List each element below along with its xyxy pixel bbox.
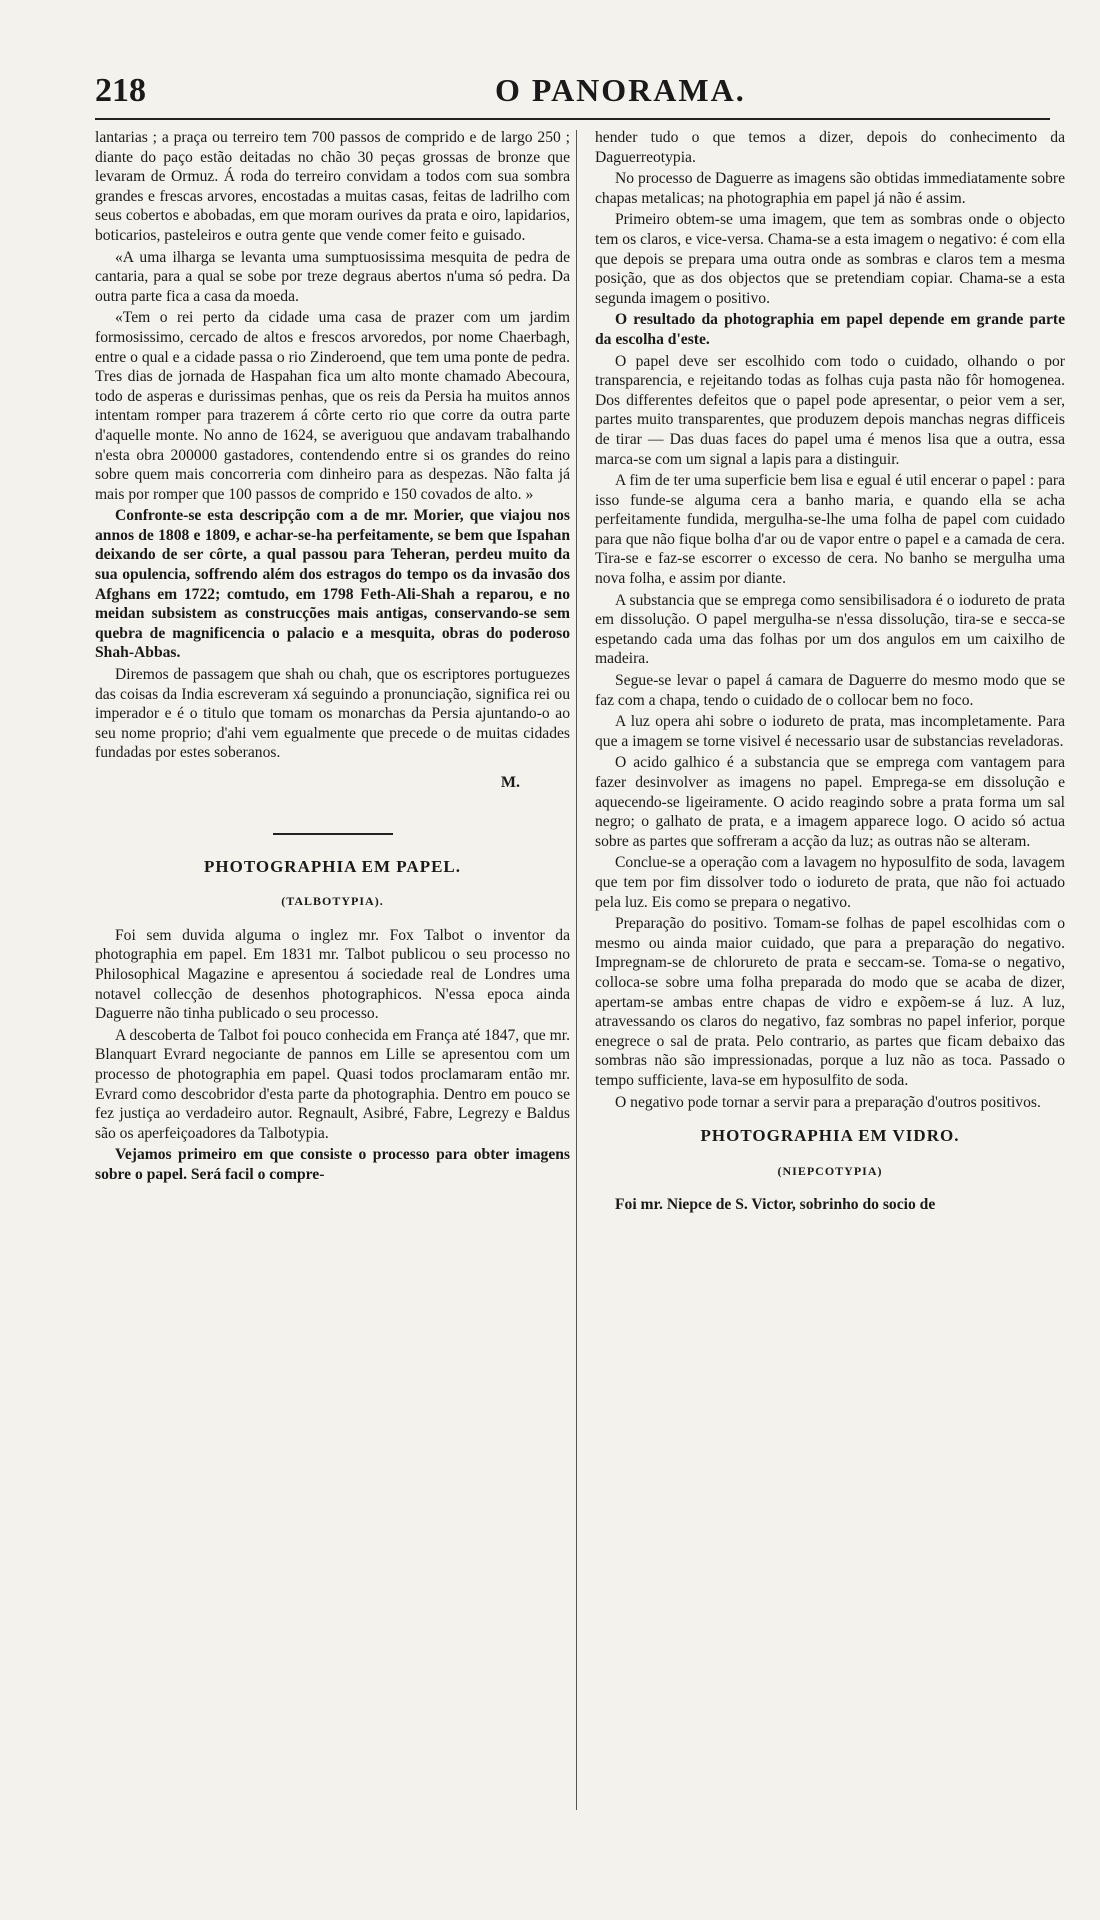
section-subtitle: (TALBOTYPIA). xyxy=(281,894,384,909)
paragraph: Conclue-se a operação com a lavagem no hyposulfito de soda, lavagem que tem por fim dissolver todo o iodureto de prata, que não foi actuado pela luz. Eis como se prepara o negativo. xyxy=(595,854,1065,911)
paragraph: A substancia que se emprega como sensibilisadora é o iodureto de prata em dissolução. O papel mergulha-se n'essa dissolução, tira-se e secca-se espetando cada uma das folhas por um dos angulos em um caixilho de madeira. xyxy=(595,591,1065,668)
paragraph: «Tem o rei perto da cidade uma casa de prazer com um jardim formosissimo, cercado de altos e frescos arvoredos, por nome Chaerbagh, entre o qual e a cidade passa o rio Zinderoend, que tem uma ponte de pedra. Tres dias de jornada de Haspahan fica um alto monte chamado Abecoura, todo de asperas e durissimas penhas, que os reis da Persia ha muitos annos intentam romper para trazerem á côrte certo rio que corre da outra parte d'aquelle monte. No anno de 1624, se averiguou que andavam trabalhando n'esta obra 200000 gastadores, contendendo entre si os grandes do reino sobre quem mais concorreria com dinheiro para as despezas. Não falta já mais por romper que 100 passos de comprido e 150 covados de alto. » xyxy=(95,309,570,503)
paragraph: «A uma ilharga se levanta uma sumptuosissima mesquita de pedra de cantaria, para a qual se sobe por treze degraus abertos n'uma só pedra. Da outra parte fica a casa da moeda. xyxy=(95,248,570,305)
paragraph: Preparação do positivo. Tomam-se folhas de papel escolhidas com o mesmo ou ainda maior cuidado, que para a preparação do negativo. Impregnam-se de chlorureto de prata e seccam-se. Toma-se o negativo, colloca-se sobre uma folha preparada do modo que se acaba de dizer, apertam-se ambas entre chapas de vidro e expõem-se á luz. A luz, atravessando os claros do negativo, faz sombras no papel inferior, porque enegrece o sal de prata. Pelo contrario, as partes que ficam debaixo das sombras não são impressionadas, porque a luz não as toca. Passado o tempo sufficiente, lava-se em hyposulfito de soda. xyxy=(595,915,1065,1089)
section-title: PHOTOGRAPHIA EM PAPEL. xyxy=(203,856,462,876)
paragraph: A fim de ter uma superficie bem lisa e egual é util encerar o papel : para isso funde-se alguma cera a banho maria, e quando ella se acha perfeitamente fundida, mergulha-se-lhe uma folha de papel com cuidado para que não fique bolha d'ar ou de vapor entre o papel e a camada de cera. Tira-se e faz-se escorrer o excesso de cera. No banho se mergulha uma nova folha, e assim por diante. xyxy=(595,472,1065,588)
paragraph: O resultado da photographia em papel depende em grande parte da escolha d'este. xyxy=(595,311,1065,348)
section-rule xyxy=(273,833,393,835)
paragraph: Diremos de passagem que shah ou chah, que os escriptores portuguezes das coisas da India escreveram xá seguindo a pronunciação, significa rei ou imperador e é o titulo que tomam os monarchas da Persia ajuntando-o ao seu nome proprio; d'ahi vem egualmente que precede o de muitas cidades fundadas por estes soberanos. xyxy=(95,666,570,762)
page-header xyxy=(95,72,1045,122)
paragraph: lantarias ; a praça ou terreiro tem 700 passos de comprido e de largo 250 ; diante do paço estão deitadas no chão 30 peças grossas de bronze que levaram de Ormuz. Á roda do terreiro convidam a todos com sua sombra grandes e frescas arvores, encostadas a muitas casas, feitas de ladrilho com seus cobertos e abobadas, em que moram ourives da prata e oiro, lapidarios, boticarios, pasteleiros e outra gente que vende comer feito e guisado. xyxy=(95,129,570,244)
page-number: 218 xyxy=(95,72,146,109)
paragraph: A descoberta de Talbot foi pouco conhecida em França até 1847, que mr. Blanquart Evrard negociante de pannos em Lille se apresentou com um processo de photographia em papel. Quasi todos proclamaram então mr. Evrard como descobridor d'esta parte da photographia. Dentro em pouco se fez justiça ao verdadeiro autor. Regnault, Asibré, Fabre, Legrezy e Baldus são os aperfeiçoadores da Talbotypia. xyxy=(95,1026,570,1142)
paragraph: O negativo pode tornar a servir para a preparação d'outros positivos. xyxy=(615,1093,1041,1111)
paragraph: Foi mr. Niepce de S. Victor, sobrinho do socio de xyxy=(615,1196,936,1214)
left-column xyxy=(95,128,570,1187)
section-subtitle: (NIEPCOTYPIA) xyxy=(777,1163,883,1178)
paragraph: Primeiro obtem-se uma imagem, que tem as sombras onde o objecto tem os claros, e vice-versa. Chama-se a esta imagem o negativo: é com ella que depois se prepara uma outra onde as sombras e claros tem a mesma posição, que as dos objectos que se pretendiam copiar. Chama-se a esta segunda imagem o positivo. xyxy=(595,211,1065,307)
header-rule xyxy=(95,118,1050,120)
author-signature: M. xyxy=(500,774,520,791)
paragraph: hender tudo o que temos a dizer, depois do conhecimento da Daguerreotypia. xyxy=(595,129,1065,166)
column-divider xyxy=(576,130,577,1810)
right-column xyxy=(595,128,1065,1217)
section-title: PHOTOGRAPHIA EM VIDRO. xyxy=(700,1126,960,1146)
paragraph: Vejamos primeiro em que consiste o processo para obter imagens sobre o papel. Será facil o compre- xyxy=(95,1146,570,1183)
paragraph: A luz opera ahi sobre o iodureto de prata, mas incompletamente. Para que a imagem se torne visivel é necessario usar de substancias reveladoras. xyxy=(595,713,1065,750)
paragraph: Segue-se levar o papel á camara de Daguerre do mesmo modo que se faz com a chapa, tendo o cuidado de o collocar bem no foco. xyxy=(595,672,1065,709)
paragraph: O acido galhico é a substancia que se emprega com vantagem para fazer desinvolver as imagens no papel. Emprega-se em dissolução e aquecendo-se ligeiramente. O acido reagindo sobre a prata forma um sal negro; o galhato de prata, e a imagem apparece logo. O acido só actua sobre as partes que soffreram a acção da luz; as outras não se alteram. xyxy=(595,754,1065,850)
paragraph: No processo de Daguerre as imagens são obtidas immediatamente sobre chapas metalicas; na photographia em papel já não é assim. xyxy=(595,170,1065,207)
publication-title: O PANORAMA. xyxy=(495,72,746,108)
paragraph: O papel deve ser escolhido com todo o cuidado, olhando o por transparencia, e rejeitando todas as folhas cuja pasta não fôr homogenea. Dos differentes defeitos que o papel pode apresentar, o peior vem a ser, partes muito transparentes, que produzem depois manchas negras difficeis de tirar — Das duas faces do papel uma é menos lisa que a outra, essa marca-se com um signal a lapis para a distinguir. xyxy=(595,352,1065,468)
paragraph: Confronte-se esta descripção com a de mr. Morier, que viajou nos annos de 1808 e 1809, e achar-se-ha perfeitamente, se bem que Ispahan deixando de ser côrte, a qual passou para Teheran, perdeu muito da sua opulencia, soffrendo além dos estragos do tempo os da invasão dos Afghans em 1722; comtudo, em 1798 Feth-Ali-Shah a reparou, e no meidan subsistem as construcções mais antigas, conservando-se sem quebra de magnificencia o palacio e a mesquita, obras do poderoso Shah-Abbas. xyxy=(95,507,570,662)
paragraph: Foi sem duvida alguma o inglez mr. Fox Talbot o inventor da photographia em papel. Em 1831 mr. Talbot publicou o seu processo no Philosophical Magazine e apresentou á sociedade real de Londres uma notavel collecção de desenhos photographicos. N'essa epoca ainda Daguerre não tinha publicado o seu processo. xyxy=(95,926,570,1023)
